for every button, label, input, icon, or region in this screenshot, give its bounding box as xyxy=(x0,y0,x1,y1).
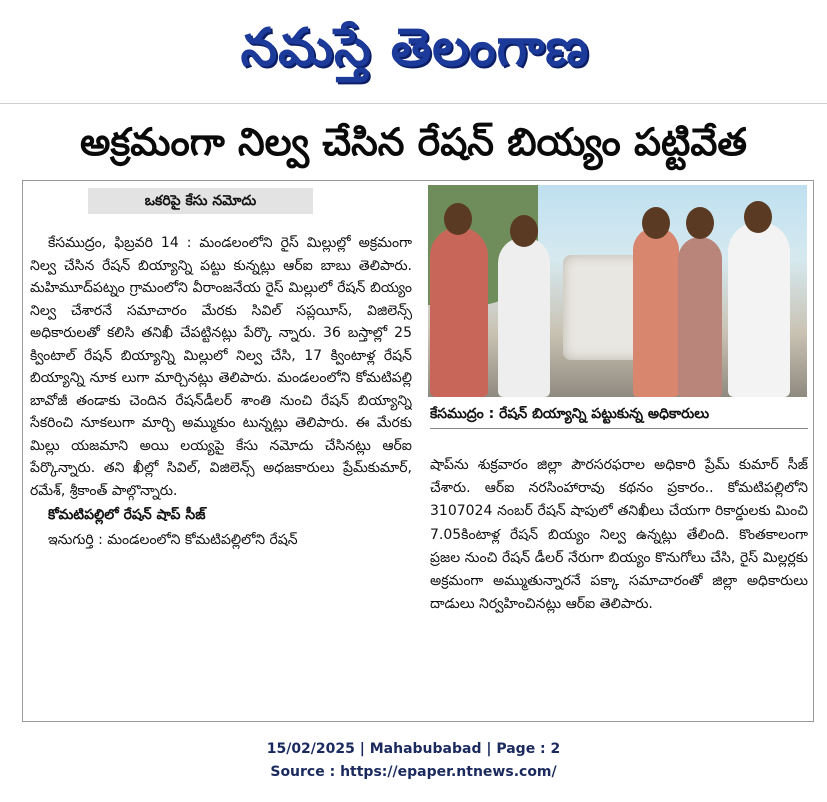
person-figure xyxy=(498,237,550,397)
person-figure xyxy=(728,222,790,397)
person-head xyxy=(444,203,472,235)
body-paragraph: ఇనుగుర్తి : మండలంలోని కోమటిపల్లిలోని రేషన్‌ xyxy=(48,531,298,548)
body-paragraph: కేసముద్రం, ఫిబ్రవరి 14 : మండలంలోని రైస్‌ మిల్లుల్లో అక్రమంగా నిల్వ చేసిన రేషన్‌ బియ్యాన్ని పట్టు కున్నట్లు ఆర్‌ఐ బాబు తెలిపారు. మహిమూద్‌పట్నం గ్రామంలోని వీరాంజనేయ రైస్‌ మిల్లులో రేషన్‌ బియ్యం నిల్వ చేశారనే సమాచారం మేరకు సివిల్‌ సప్లయీస్‌, విజిలెన్స్‌ అధికారులతో కలిసి తనిఖీ చేపట్టినట్లు పేర్కొ న్నారు. 36 బస్తాల్లో 25 క్వింటాల్‌ రేషన్‌ బియ్యాన్ని మిల్లులో నిల్వ చేసి, 17 క్వింటాళ్ల రేషన్‌ బియ్యాన్ని నూక లుగా మార్చినట్లు తెలిపారు. మండలంలోని కోమటిపల్లి బావోజీ తండాకు చెందిన రేషన్‌డీలర్‌ శాంతి నుంచి రేషన్‌ బియ్యాన్ని సేకరించి నూకలుగా మార్చి అమ్ముకుం టున్నట్లు తెలిపారు. ఈ మేరకు మిల్లు యజమాని అయి లయ్యపై కేసు నమోదు చేసినట్లు ఆర్‌ఐ పేర్కొన్నారు. తని ఖీల్లో సివిల్‌, విజిలెన్స్‌ అధజకారులు ప్రేమ్‌కుమార్‌, రమేశ్‌, శ్రీకాంత్‌ పాల్గొన్నారు. xyxy=(30,235,412,499)
article-headline: అక్రమంగా నిల్వ చేసిన రేషన్‌ బియ్యం పట్టివేత xyxy=(80,120,747,164)
person-figure xyxy=(633,227,679,397)
left-column xyxy=(30,232,412,712)
person-head xyxy=(642,207,670,239)
photo-caption: కేసముద్రం : రేషన్‌ బియ్యాన్ని పట్టుకున్న అధికారులు xyxy=(430,406,710,422)
body-paragraph: షాప్‌ను శుక్రవారం జిల్లా పౌరసరఫరాల అధికారి ప్రేమ్‌ కుమార్‌ సీజ్‌ చేశారు. ఆర్‌ఐ నరసింహారావు కథనం ప్రకారం.. కోమటిపల్లిలోని 3107024 నంబర్‌ రేషన్‌ షాపులో తనిఖీలు చేయగా రికార్డులకు మించి 7.05కింటాళ్ల రేషన్‌ బియ్యం నిల్వ ఉన్నట్లు తేలింది. కొంతకాలంగా ప్రజల నుంచి రేషన్‌ డీలర్‌ నేరుగా బియ్యం కొనుగోలు చేసి, రైస్‌ మిల్లర్లకు అక్రమంగా అమ్ముతున్నారనే పక్కా సమాచారంతో జిల్లా అధికారులు దాడులు నిర్వహించినట్లు ఆర్‌ఐ తెలిపారు. xyxy=(430,457,808,613)
caption-divider xyxy=(430,428,808,429)
section-heading: కోమటిపల్లిలో రేషన్‌ షాప్‌ సీజ్‌ xyxy=(48,507,206,523)
page-footer xyxy=(0,738,827,784)
masthead-divider xyxy=(0,103,827,104)
article-subheading: ఒకరిపై కేసు నమోదు xyxy=(88,188,313,214)
person-head xyxy=(744,201,772,233)
news-photo xyxy=(428,185,807,397)
person-figure xyxy=(430,227,488,397)
right-column xyxy=(430,454,808,716)
person-head xyxy=(510,215,538,247)
newspaper-logo: నమస్తే తెలంగాణ xyxy=(240,18,590,78)
source-link[interactable]: Source : https://epaper.ntnews.com/ xyxy=(270,764,557,780)
person-figure xyxy=(678,237,722,397)
person-head xyxy=(686,207,714,239)
masthead xyxy=(0,0,827,100)
edition-info: 15/02/2025 | Mahabubabad | Page : 2 xyxy=(266,741,561,757)
